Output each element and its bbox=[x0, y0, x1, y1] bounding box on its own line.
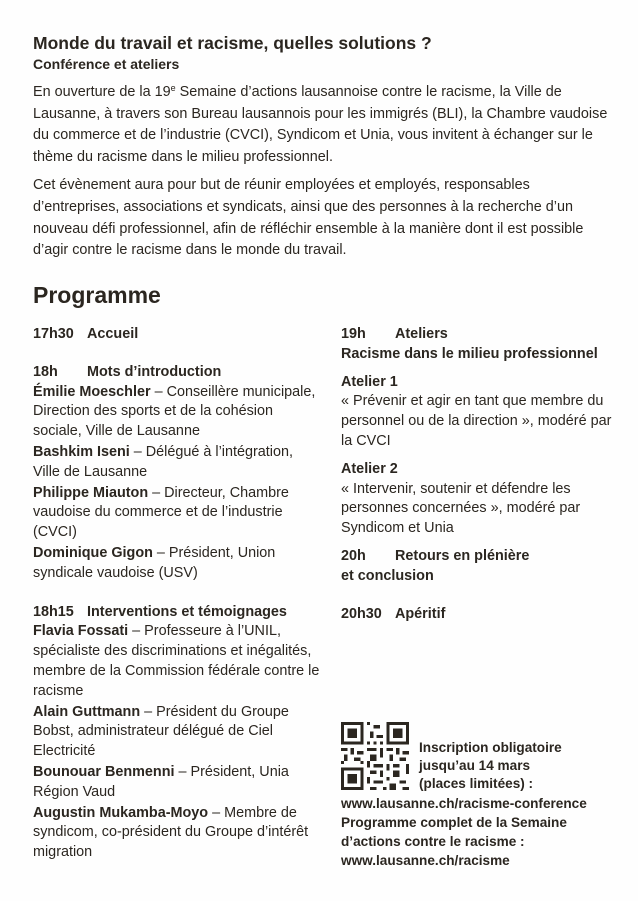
programme-right-column bbox=[341, 325, 626, 624]
atelier-2-text: « Intervenir, soutenir et défendre les personnes concernées », modéré par Syndicom et Unia bbox=[341, 480, 581, 537]
speaker-entry: Émilie Moeschler – Conseillère municipale, Direction des sports et de la cohésion sociale, Ville de Lausanne bbox=[33, 383, 316, 440]
atelier-1-text: « Prévenir et agir en tant que membre du personnel ou de la direction », modéré par la CVCI bbox=[341, 393, 612, 449]
speaker-entry: Augustin Mukamba-Moyo – Membre de syndicom, co-président du Groupe d’intérêt migration bbox=[33, 804, 309, 861]
page-subtitle: Conférence et ateliers bbox=[33, 56, 180, 72]
speaker-entry: Alain Guttmann – Président du Groupe Bobst, administrateur délégué de Ciel Electricité bbox=[33, 703, 289, 760]
programme-left-column bbox=[33, 325, 323, 864]
intro-paragraph-1: En ouverture de la 19e Semaine d’actions lausannoise contre le racisme, la Ville de Lausanne, à travers son Bureau lausannois pour les immigrés (BLI), la Chambre vaudoise du commerce et de l’industrie (CVCI), Syndicom et Unia, vous invitent à échanger sur le thème du racisme dans le milieu professionnel. bbox=[33, 83, 608, 165]
schedule-introduction: 18h Mots d’introduction bbox=[33, 363, 222, 380]
schedule-interventions: 18h15 Interventions et témoignages bbox=[33, 603, 287, 620]
ateliers-theme: Racisme dans le milieu professionnel bbox=[341, 345, 598, 362]
page-title: Monde du travail et racisme, quelles solutions ? bbox=[33, 33, 432, 53]
atelier-2-title: Atelier 2 bbox=[341, 460, 398, 477]
schedule-retours: 20h Retours en plénière et conclusion bbox=[341, 547, 530, 584]
speaker-entry: Flavia Fossati – Professeure à l’UNIL, spécialiste des discriminations et inégalités, membre de la Commission fédérale contre le racisme bbox=[33, 623, 320, 699]
intro-section bbox=[33, 32, 613, 269]
links-block: www.lausanne.ch/racisme-conference Programme complet de la Semaine d’actions contre le racisme : www.lausanne.ch/racisme bbox=[341, 794, 631, 870]
speaker-entry: Philippe Miauton – Directeur, Chambre vaudoise du commerce et de l’industrie (CVCI) bbox=[33, 484, 289, 541]
schedule-ateliers: 19h Ateliers Racisme dans le milieu professionnel bbox=[341, 325, 626, 365]
qr-code-icon[interactable] bbox=[341, 722, 409, 790]
speaker-entry: Bashkim Iseni – Délégué à l’intégration, Ville de Lausanne bbox=[33, 443, 293, 480]
registration-link[interactable]: www.lausanne.ch/racisme-conference bbox=[341, 796, 587, 811]
registration-info: Inscription obligatoire jusqu’au 14 mars (places limitées) : bbox=[419, 740, 562, 791]
intro-paragraph-2: Cet évènement aura pour but de réunir employées et employés, responsables d’entreprises, associations et syndicats, ainsi que des personnes à la recherche d’un nouveau défi professionnel, afin de réfléchir ensemble à la manière dont il est possible d’agir contre le racisme dans le monde du travail. bbox=[33, 177, 584, 259]
programme-heading: Programme bbox=[33, 282, 161, 308]
schedule-accueil: 17h30 Accueil bbox=[33, 326, 139, 342]
full-programme-link[interactable]: www.lausanne.ch/racisme bbox=[341, 853, 510, 868]
speaker-entry: Bounouar Benmenni – Président, Unia Région Vaud bbox=[33, 763, 289, 800]
speaker-entry: Dominique Gigon – Président, Union syndicale vaudoise (USV) bbox=[33, 544, 276, 581]
schedule-aperitif: 20h30 Apéritif bbox=[341, 605, 446, 622]
atelier-1-title: Atelier 1 bbox=[341, 373, 398, 390]
